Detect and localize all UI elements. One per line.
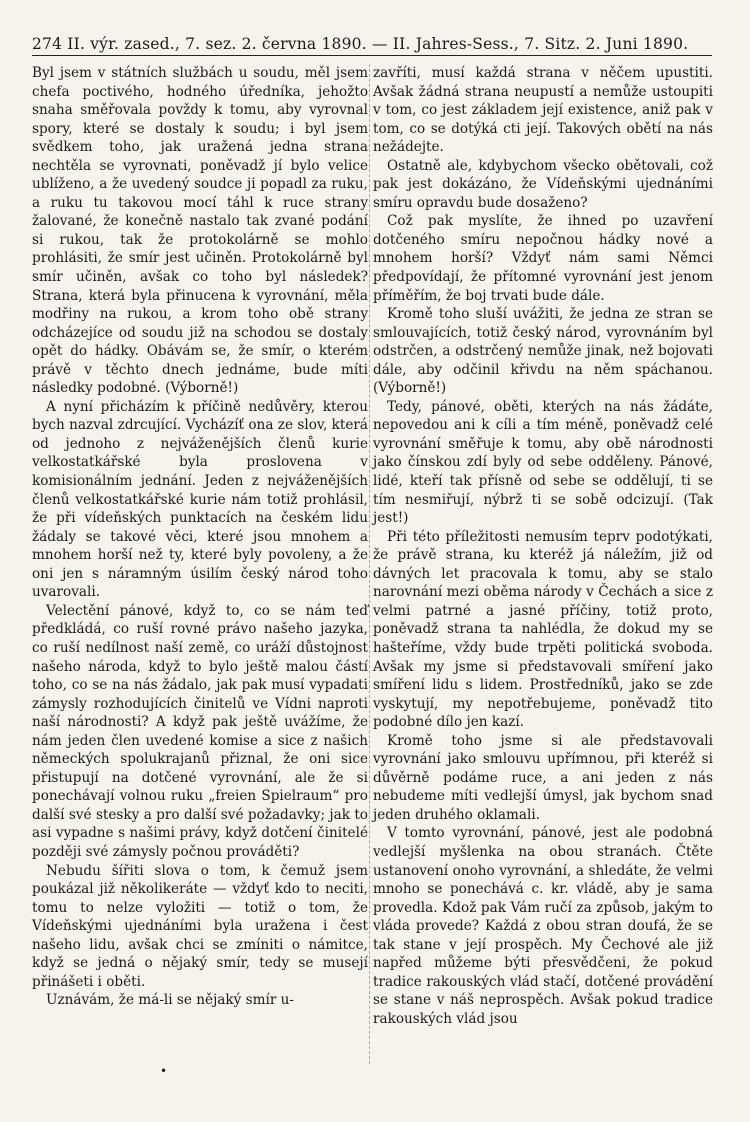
right-column <box>373 64 713 1028</box>
paragraph: Při této příležitosti nemusím teprv podotýkati, že právě strana, ku kteréž já náležím, již od dávných let pracovala k tomu, aby se stalo narovnání mezi oběma národy v Čechách a sice z velmi patrné a jasné příčiny, totiž proto, poněvadž strana ta nahlédla, že dokud my se hašteříme, vždy bude trpěti politická svoboda. Avšak my jsme si představovali smíření jako smíření lidu s lidem. Prostředníků, jako se zde vyskytují, my nepotřebujeme, poněvadž tito podobné dílo jen kazí. <box>373 528 713 731</box>
page-header: 274 II. výr. zased., 7. sez. 2. června 1890. — II. Jahres-Sess., 7. Sitz. 2. Juni 1890. <box>32 35 689 53</box>
column-divider <box>369 64 371 1064</box>
paragraph: Nebudu šířiti slova o tom, k čemuž jsem poukázal již několikeráte — vždyť kdo to neciti, tomu to nelze vyložiti — totiž o tom, že Vídeňskými ujednáními byla uražena i čest našeho lidu, avšak chci se zmíniti o námitce, když se jedná o nějaký smír, tedy se musejí přinášeti i oběti. <box>32 862 368 990</box>
left-column <box>32 64 368 1010</box>
paragraph: Velectění pánové, když to, co se nám teď předkládá, co ruší rovné právo našeho jazyka, co ruší nedílnost naší země, co uráží důstojnost našeho národa, když to bylo ještě malou částí toho, co se na nás žádalo, jak pak musí vypadati zámysly rozhodujících činitelů ve Vídni naproti naší národnosti? A když pak ještě uvážíme, že nám jeden člen uvedené komise a sice z našich německých spolukrajanů přiznal, že oni sice přistupují na dotčené vyrovnání, ale že si ponechávají volnou ruku „freien Spielraum“ pro další své stesky a pro další své požadavky; jak to asi vypadne s našimi právy, když dotčení činitelé později své zámysly počnou prováděti? <box>32 602 368 860</box>
paragraph: A nyní přicházím k příčině nedůvěry, kterou bych nazval zdrcující. Vycházíť ona ze slov, která od jednoho z nejváženějších členů kurie velkostatkářské byla proslovena v komisionálním jednání. Jeden z nejváženějších členů velkostatkářské kurie nám totiž prohlásil, že při vídeňských punktacích na českém lidu žádaly se takové věci, které jsou mnohem a mnohem horší než ty, které byly povoleny, a že oni jen s náramným úsilím český národ toho uvarovali. <box>32 398 368 601</box>
paragraph: Což pak myslíte, že ihned po uzavření dotčeného smíru nepočnou hádky nové a mnohem horší? Vždyť nám sami Němci předpovídají, že přítomné vyrovnání jest jenom příměřím, že boj trvati bude dále. <box>373 213 713 304</box>
paragraph: Uznávám, že má-li se nějaký smír u- <box>46 992 295 1009</box>
paragraph: Kromě toho sluší uvážiti, že jedna ze stran se smlouvajících, totiž český národ, vyrovnáním byl odstrčen, a odstrčený nemůže jinak, než bojovati dále, aby odčinil křivdu na něm spáchanou. (Výborně!) <box>373 306 713 397</box>
paragraph: V tomto vyrovnání, pánové, jest ale podobná vedlejší myšlenka na obou stranách. Čtěte ustanovení onoho vyrovnání, a shledáte, že velmi mnoho se ponechává c. kr. vládě, aby je sama provedla. Kdož pak Vám ručí za způsob, jakým to vláda provede? Každá z obou stran doufá, že se tak stane v její prospěch. My Čechové ale již napřed můžeme býti přesvědčeni, že pokud tradice rakouských vlád stačí, dotčené provádění se stane v náš neprospěch. Avšak pokud tradice rakouských vlád jsou <box>373 825 713 1027</box>
paragraph: Ostatně ale, kdybychom všecko obětovali, což pak jest dokázáno, že Vídeňskými ujednáními smíru opravdu bude dosaženo? <box>373 157 713 211</box>
paragraph: Tedy, pánové, oběti, kterých na nás žádáte, nepovedou ani k cíli a tím méně, poněvadž celé vyrovnání směřuje k tomu, aby obě národnosti jako čínskou zdí byly od sebe odděleny. Pánové, lidé, kteří tak přísně od sebe se oddělují, ti se tím nesmiřují, nýbrž ti se sobě odcizují. (Tak jest!) <box>373 398 713 527</box>
paragraph: Kromě toho jsme si ale představovali vyrovnání jako smlouvu upřímnou, při kteréž si důvěrně podáme ruce, a ani jeden z nás nebudeme míti vedlejší úmysl, jak bychom snad jeden druhého oklamali. <box>373 732 713 823</box>
paragraph: Byl jsem v státních službách u soudu, měl jsem chefa poctivého, hodného úředníka, jehožto snaha směřovala povždy k tomu, aby vyrovnal spory, které se dostaly k soudu; i byl jsem svědkem toho, jak uražená jedna strana nechtěla se vyrovnati, poněvadž jí bylo velice ublíženo, a že uvedený soudce ji popadl za ruku, a ruku tu takovou mocí táhl k ruce strany žalované, že konečně nastalo tak zvané podání si rukou, tak že protokolárně se mohlo prohlásiti, že smír jest učiněn. Protokolárně byl smír učiněn, avšak co toho byl následek? Strana, která byla přinucena k vyrovnání, měla modřiny na rukou, a krom toho obě strany odcházejíce od soudu již na schodou se dostaly opět do hádky. Obávám se, že smír, o kterém právě v těchto dnech jednáme, bude míti následky podobné. (Výborně!) <box>32 65 368 397</box>
footer-mark: • <box>160 1064 168 1078</box>
header-rule <box>32 55 712 56</box>
paragraph: zavříti, musí každá strana v něčem upustiti. Avšak žádná strana neupustí a nemůže ustoupiti v tom, co jest základem její existence, aniž pak v tom, co se dotýká cti její. Takových obětí na nás nežádejte. <box>373 65 713 156</box>
